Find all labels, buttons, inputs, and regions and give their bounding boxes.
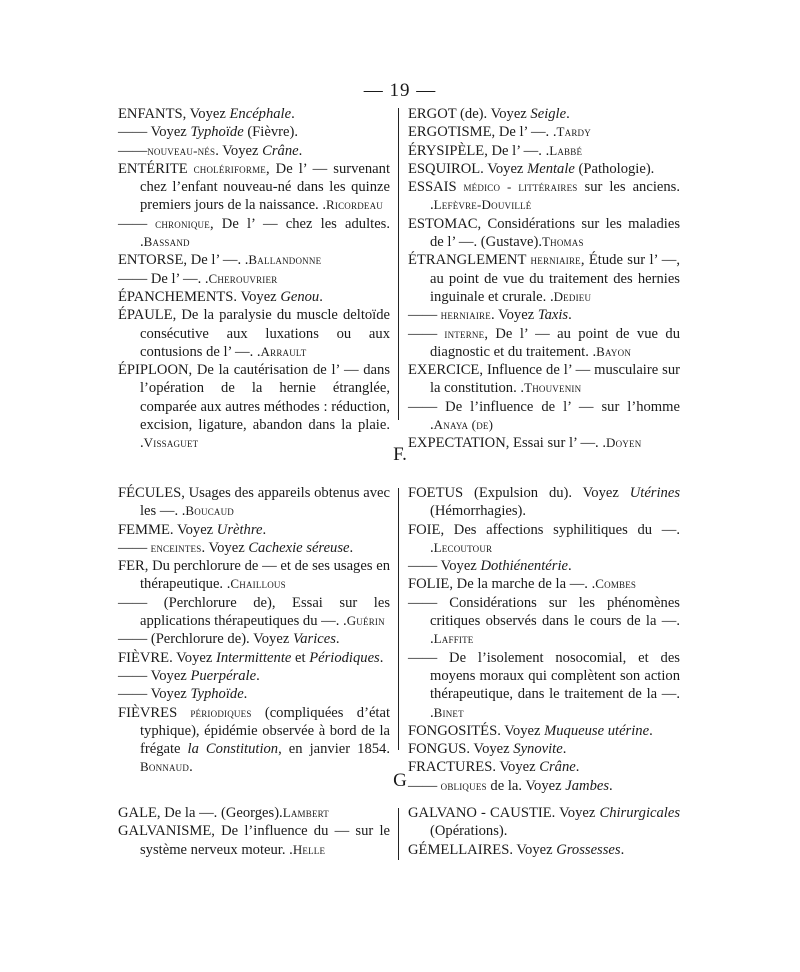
- entry-text: , De l’ —.: [183, 252, 245, 269]
- entry-text: .: [244, 252, 249, 269]
- index-entry: [408, 557, 680, 575]
- entry-text: .: [520, 380, 525, 397]
- index-entry: [118, 685, 390, 703]
- entry-reference: Jambes: [565, 777, 610, 794]
- entry-headword: ÉPIPLOON: [118, 362, 189, 379]
- section-letter-g: G: [393, 770, 407, 791]
- entry-text: .: [349, 539, 354, 556]
- entry-author: Helle: [292, 841, 326, 857]
- entry-qualifier: interne: [437, 325, 485, 341]
- entry-dash: ——: [408, 398, 438, 415]
- index-entry: [408, 123, 680, 141]
- entry-text: de la. Voyez: [486, 777, 566, 794]
- entry-headword: EXERCICE: [408, 362, 480, 379]
- entry-text: (Perchlorure de). Voyez: [147, 631, 293, 648]
- entry-text: .: [140, 435, 144, 452]
- entry-text: .: [319, 288, 323, 305]
- entry-text: .: [226, 576, 231, 593]
- entry-reference: Encéphale: [229, 106, 292, 122]
- entry-qualifier: périodiques: [177, 704, 252, 720]
- entry-reference: Synovite: [513, 741, 563, 758]
- entry-author: Anaya (de): [433, 417, 494, 433]
- entry-author: Ballandonne: [248, 252, 322, 268]
- entry-text: .: [291, 106, 295, 122]
- entry-reference: Muqueuse utérine: [544, 722, 650, 739]
- entry-text: , De la cautérisation de l’ — dans l’opération de la hernie étranglée, comparée aux autres méthodes : réduction, excision, ligature, abandon dans la plaie.: [140, 362, 390, 434]
- entry-text: De l’isolement nosocomial, et des moyens moraux qui complètent son action thérapeutique, dans le traitement de la —.: [430, 649, 680, 703]
- entry-text: .: [575, 759, 580, 776]
- entry-author: Binet: [433, 704, 464, 720]
- entry-text: (Gustave).: [480, 234, 542, 251]
- entry-qualifier: herniaire: [526, 252, 581, 268]
- entry-dash: ——: [118, 215, 148, 232]
- entry-dash: ——: [408, 325, 438, 342]
- index-entry: [118, 704, 390, 777]
- entry-text: .: [140, 234, 144, 251]
- entry-text: , Du perchlorure de — et de ses usages en thérapeutique.: [140, 558, 390, 593]
- entry-qualifier: enceintes: [147, 539, 202, 555]
- entry-headword: FOIE: [408, 521, 441, 538]
- entry-text: De l’influence de l’ — sur l’homme: [437, 398, 680, 415]
- index-entry: [118, 630, 390, 648]
- entry-text: et: [291, 649, 310, 666]
- entry-dash: ——: [408, 307, 438, 324]
- entry-text: .: [545, 142, 550, 159]
- entry-text: .: [204, 270, 209, 287]
- index-entry: [408, 142, 680, 160]
- index-entry: [118, 142, 390, 160]
- index-entry: [118, 557, 390, 594]
- index-entry: [408, 649, 680, 722]
- section-e-left-column: [118, 105, 390, 453]
- entry-headword: ESSAIS: [408, 179, 457, 196]
- entry-text: .: [430, 417, 434, 434]
- entry-text: .: [549, 288, 554, 305]
- entry-qualifier: herniaire: [437, 307, 491, 323]
- entry-dash: ——: [408, 649, 438, 666]
- entry-text: .: [189, 759, 193, 776]
- index-entry: [408, 740, 680, 758]
- entry-reference: Crâne: [539, 759, 576, 776]
- index-entry: [408, 105, 680, 123]
- column-divider: [398, 108, 399, 420]
- entry-author: Bassand: [143, 234, 190, 250]
- entry-text: .: [379, 649, 384, 666]
- entry-author: Thomas: [542, 234, 584, 250]
- index-entry: [408, 325, 680, 362]
- entry-text: . Voyez: [169, 521, 217, 538]
- entry-text: .: [298, 142, 303, 159]
- entry-headword: GALVANO - CAUSTIE: [408, 805, 552, 821]
- entry-author: Vissaguet: [143, 435, 199, 451]
- entry-author: Doyen: [606, 435, 642, 451]
- entry-text: (Perchlorure de), Essai sur les applications thérapeutiques du —.: [140, 594, 390, 630]
- entry-text: .: [181, 503, 186, 520]
- entry-qualifier: nouveau-nés: [147, 142, 216, 158]
- entry-text: .: [256, 343, 261, 360]
- entry-qualifier: cholériforme: [187, 160, 266, 176]
- entry-text: (Georges).: [220, 805, 283, 821]
- entry-author: Bonnaud: [140, 759, 190, 775]
- entry-dash: ——: [408, 777, 438, 794]
- entry-headword: ENFANTS: [118, 106, 183, 122]
- entry-headword: ENTÉRITE: [118, 160, 188, 177]
- entry-reference: Taxis: [537, 307, 569, 324]
- index-entry: [118, 361, 390, 452]
- entry-reference: Cachexie séreuse: [248, 539, 350, 556]
- entry-author: Laffite: [433, 631, 474, 647]
- entry-text: , De l’influence du — sur le système nerveux moteur.: [140, 823, 390, 858]
- entry-text: .: [602, 435, 607, 452]
- entry-reference: Chirurgicales: [599, 805, 681, 821]
- entry-reference: Grossesses: [556, 841, 621, 858]
- entry-text: (Expulsion du). Voyez: [463, 485, 630, 501]
- index-entry: [408, 398, 680, 435]
- entry-text: , Voyez: [182, 106, 230, 122]
- entry-author: Lecoutour: [433, 539, 493, 555]
- entry-author: Thouvenin: [524, 380, 582, 396]
- entry-headword: FIÈVRE: [118, 649, 170, 666]
- entry-headword: FEMME: [118, 521, 170, 538]
- page-number: — 19 —: [363, 80, 437, 101]
- entry-headword: FÉCULES: [118, 485, 182, 501]
- entry-author: Dedieu: [553, 288, 592, 304]
- index-entry: [408, 722, 680, 740]
- index-entry: [118, 484, 390, 521]
- entry-text: .: [609, 777, 613, 794]
- entry-text: , Étude sur l’ —, au point de vue du traitement des hernies inguinale et crurale.: [430, 252, 680, 305]
- entry-text: . Voyez: [201, 539, 249, 556]
- entry-headword: ÉPANCHEMENTS: [118, 288, 234, 305]
- section-f-left-column: [118, 484, 390, 777]
- entry-headword: GÉMELLAIRES: [408, 841, 510, 858]
- entry-text: (Fièvre).: [243, 124, 298, 141]
- entry-text: . Voyez: [233, 288, 281, 305]
- entry-qualifier: chronique: [147, 215, 210, 231]
- entry-author: Bayon: [596, 343, 632, 359]
- entry-text: . Voyez: [492, 759, 540, 776]
- entry-text: . Voyez: [466, 741, 514, 758]
- entry-reference: Varices: [292, 631, 336, 648]
- entry-text: , De l’ —.: [484, 142, 546, 159]
- entry-headword: ÉTRANGLEMENT: [408, 252, 527, 269]
- index-entry: [118, 822, 390, 859]
- entry-text: , De la —.: [156, 805, 221, 821]
- entry-author: Chaillous: [230, 576, 286, 592]
- entry-headword: ENTORSE: [118, 252, 184, 269]
- entry-text: . Voyez: [497, 722, 545, 739]
- entry-reference: Dothiénentérie: [480, 558, 568, 575]
- entry-headword: FER: [118, 558, 145, 575]
- entry-text: .: [322, 197, 327, 214]
- entry-reference: Périodiques: [309, 649, 380, 666]
- entry-headword: FOETUS: [408, 485, 464, 501]
- index-entry: [118, 251, 390, 269]
- section-g-right-column: [408, 804, 680, 859]
- entry-text: , Des affections syphilitiques du —.: [440, 521, 680, 538]
- index-entry: [118, 649, 390, 667]
- entry-author: Lefèvre-Douvillé: [433, 197, 532, 213]
- entry-text: , De la paralysie du muscle deltoïde consécutive aux luxations ou aux contusions de l’ —.: [140, 307, 390, 360]
- entry-reference: Crâne: [262, 142, 299, 159]
- entry-text: , en janvier 1854.: [278, 741, 390, 758]
- entry-dash: ——: [118, 270, 148, 287]
- index-entry: [408, 178, 680, 215]
- entry-reference: Typhoïde: [190, 686, 244, 703]
- entry-headword: FONGOSITÉS: [408, 722, 498, 739]
- entry-text: , Considérations sur les maladies de l’ —.: [430, 215, 680, 251]
- index-entry: [118, 594, 390, 631]
- index-entry: [118, 123, 390, 141]
- entry-text: Voyez: [147, 686, 191, 703]
- index-entry: [408, 594, 680, 649]
- section-letter-f: F.: [393, 444, 407, 465]
- index-entry: [408, 361, 680, 398]
- entry-text: (Pathologie).: [574, 160, 655, 177]
- entry-headword: GALE: [118, 805, 157, 821]
- index-entry: [118, 521, 390, 539]
- index-entry: [118, 270, 390, 288]
- index-entry: [118, 306, 390, 361]
- entry-text: (compliquées d’état typhique), épidémie observée à bord de la frégate: [140, 704, 391, 758]
- index-entry: [408, 841, 680, 859]
- entry-headword: FOLIE: [408, 576, 450, 593]
- entry-text: , De l’ — chez les adultes.: [209, 215, 391, 232]
- entry-reference: Mentale: [527, 160, 575, 177]
- entry-dash: ——: [118, 124, 148, 141]
- index-entry: [408, 160, 680, 178]
- entry-text: (de). Voyez: [456, 106, 531, 122]
- entry-text: . Voyez: [490, 307, 538, 324]
- entry-qualifier: médico - littéraires: [456, 179, 578, 195]
- index-entry: [118, 160, 390, 215]
- index-entry: [118, 539, 390, 557]
- entry-text: .: [568, 307, 572, 324]
- entry-reference: Utérines: [629, 485, 680, 501]
- entry-headword: ÉPAULE: [118, 307, 173, 324]
- entry-text: .: [567, 558, 572, 575]
- index-entry: [408, 306, 680, 324]
- entry-text: (Opérations).: [430, 823, 508, 840]
- entry-dash: ——: [118, 667, 148, 684]
- entry-text: , De la marche de la —.: [449, 576, 592, 593]
- entry-reference: Puerpérale: [190, 667, 257, 684]
- entry-text: , De l’ — au point de vue du diagnostic et du traitement.: [430, 325, 680, 360]
- entry-text: Voyez: [437, 558, 481, 575]
- entry-text: .: [335, 631, 340, 648]
- entry-text: .: [256, 667, 260, 684]
- entry-headword: GALVANISME: [118, 823, 212, 840]
- entry-text: . Voyez: [169, 649, 216, 666]
- entry-dash: ——: [118, 539, 148, 556]
- entry-qualifier: obliques: [437, 777, 487, 793]
- entry-text: .: [552, 124, 557, 141]
- entry-author: Ricordeau: [326, 197, 383, 213]
- entry-reference: Urèthre: [216, 521, 263, 538]
- entry-headword: ESQUIROL: [408, 160, 481, 177]
- entry-text: .: [243, 686, 248, 703]
- index-entry: [408, 484, 680, 521]
- entry-text: Voyez: [147, 124, 191, 141]
- entry-text: .: [430, 539, 434, 556]
- entry-reference: Typhoïde: [190, 124, 244, 141]
- entry-text: .: [430, 197, 434, 214]
- entry-author: Combes: [595, 576, 637, 592]
- entry-text: . Voyez: [480, 160, 528, 177]
- entry-text: . Voyez: [509, 841, 557, 858]
- entry-text: (Hémorrhagies).: [430, 503, 527, 520]
- entry-author: Tardy: [556, 124, 591, 140]
- entry-text: sur les anciens.: [577, 179, 680, 196]
- entry-author: Arrault: [260, 343, 307, 359]
- index-entry: [408, 521, 680, 558]
- index-entry: [408, 575, 680, 593]
- entry-text: , Influence de l’ — musculaire sur la constitution.: [430, 362, 680, 397]
- entry-headword: FONGUS: [408, 741, 467, 758]
- entry-reference: Intermittente: [215, 649, 292, 666]
- entry-text: De l’ —.: [147, 270, 205, 287]
- entry-text: .: [289, 841, 293, 858]
- entry-text: .: [562, 741, 567, 758]
- section-g-left-column: [118, 804, 390, 859]
- entry-headword: ÉRYSIPÈLE: [408, 142, 485, 159]
- entry-headword: EXPECTATION: [408, 435, 506, 452]
- entry-text: .: [620, 841, 625, 858]
- entry-text: .: [430, 704, 434, 721]
- entry-headword: ERGOT: [408, 106, 457, 122]
- index-entry: [408, 804, 680, 841]
- index-entry: [118, 288, 390, 306]
- entry-reference: Seigle: [530, 106, 567, 122]
- entry-author: Guérin: [346, 613, 385, 629]
- entry-headword: ESTOMAC: [408, 215, 478, 232]
- entry-text: .: [649, 722, 653, 739]
- entry-text: . Voyez: [215, 142, 263, 159]
- entry-author: Boucaud: [185, 503, 234, 519]
- index-entry: [408, 215, 680, 252]
- entry-text: , Essai sur l’ —.: [505, 435, 603, 452]
- entry-dash: ——: [408, 594, 438, 611]
- entry-text: , De l’ —.: [491, 124, 553, 141]
- entry-text: Considérations sur les phénomènes critiques observés dans le cours de la —.: [430, 594, 680, 630]
- entry-author: Lambert: [282, 805, 330, 820]
- entry-headword: FRACTURES: [408, 759, 493, 776]
- section-f-right-column: [408, 484, 680, 795]
- entry-text: . Voyez: [551, 805, 600, 821]
- entry-dash: ——: [118, 594, 148, 611]
- entry-headword: FIÈVRES: [118, 704, 178, 721]
- index-entry: [408, 251, 680, 306]
- entry-author: Cherouvrier: [208, 270, 278, 286]
- entry-text: Voyez: [147, 667, 191, 684]
- column-divider: [398, 488, 399, 750]
- column-divider: [398, 808, 399, 860]
- entry-text: .: [592, 343, 597, 360]
- index-entry: [118, 804, 390, 822]
- index-entry: [118, 105, 390, 123]
- entry-text: .: [566, 106, 570, 122]
- index-entry: [118, 667, 390, 685]
- entry-text: .: [430, 631, 434, 648]
- entry-dash: ——: [118, 631, 148, 648]
- entry-reference: Genou: [280, 288, 320, 305]
- index-entry: [118, 215, 390, 252]
- entry-dash: ——: [118, 686, 148, 703]
- entry-text: .: [262, 521, 267, 538]
- section-e-right-column: [408, 105, 680, 453]
- entry-text: .: [343, 613, 347, 630]
- entry-text: , De l’ — survenant chez l’enfant nouveau-né dans les quinze premiers jours de la naissance.: [140, 160, 391, 214]
- entry-text: .: [591, 576, 596, 593]
- entry-author: Labbé: [549, 142, 583, 158]
- entry-reference: la Constitution: [187, 741, 279, 758]
- entry-text: , Usages des appareils obtenus avec les —.: [140, 485, 390, 520]
- entry-headword: ERGOTISME: [408, 124, 492, 141]
- entry-dash: ——: [408, 558, 438, 575]
- entry-dash: ——: [118, 142, 148, 159]
